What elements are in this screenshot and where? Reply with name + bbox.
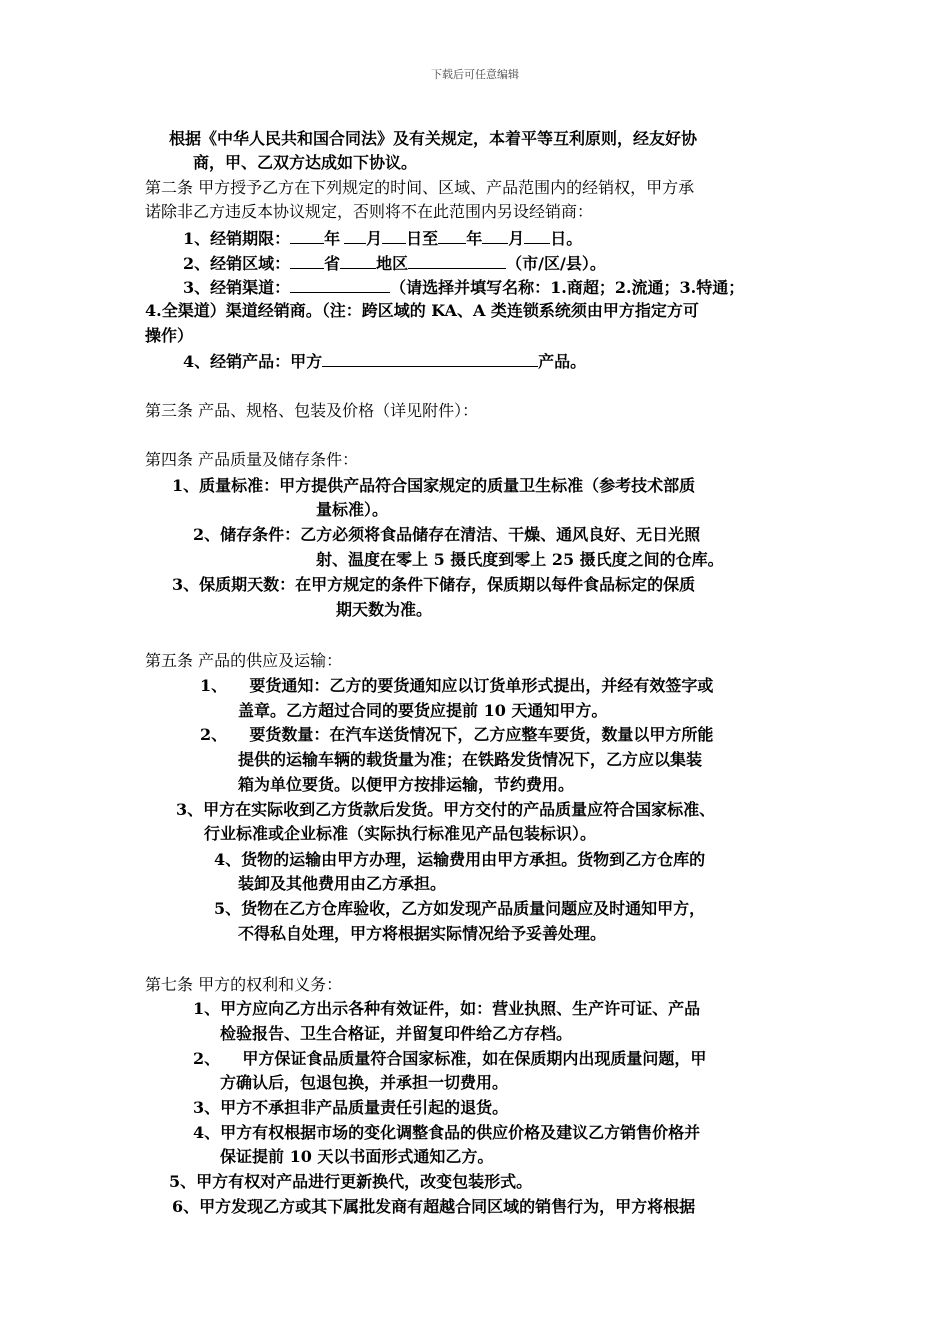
delivery-line-1: 3、甲方在实际收到乙方货款后发货。甲方交付的产品质量应符合国家标准、 — [176, 800, 716, 819]
channel-line-2: 4.全渠道）渠道经销商。（注：跨区域的 KA、A 类连锁系统须由甲方指定方可 — [145, 301, 699, 320]
rights-5-line: 5、甲方有权对产品进行更新换代，改变包装形式。 — [169, 1172, 533, 1191]
rights-2-line-1: 2、 甲方保证食品质量符合国家标准，如在保质期内出现质量问题，甲 — [193, 1049, 707, 1068]
order-notice-line-1: 1、 要货通知：乙方的要货通知应以订货单形式提出，并经有效签字或 — [200, 676, 714, 695]
blank-product[interactable] — [322, 351, 538, 367]
blank-channel[interactable] — [290, 277, 390, 293]
quality-line-2: 量标准）。 — [316, 500, 389, 519]
region-line: 2、经销区域： 省 地区 （市/区/县）。 — [183, 254, 606, 273]
blank-province[interactable] — [290, 253, 324, 269]
article-4-heading: 第四条 产品质量及储存条件： — [145, 450, 359, 469]
rights-2-line-2: 方确认后，包退包换，并承担一切费用。 — [220, 1073, 509, 1092]
blank-city[interactable] — [408, 253, 506, 269]
blank-year-end[interactable] — [438, 228, 466, 244]
shelf-life-line-1: 3、保质期天数：在甲方规定的条件下储存，保质期以每件食品标定的保质 — [172, 575, 696, 594]
article-5-heading: 第五条 产品的供应及运输： — [145, 651, 343, 670]
intro-line-2: 商，甲、乙双方达成如下协议。 — [193, 153, 418, 172]
rights-6-line: 6、甲方发现乙方或其下属批发商有超越合同区域的销售行为，甲方将根据 — [172, 1197, 696, 1216]
order-qty-line-2: 提供的运输车辆的载货量为准；在铁路发货情况下，乙方应以集装 — [238, 750, 703, 769]
article-3-heading: 第三条 产品、规格、包装及价格（详见附件）： — [145, 401, 479, 420]
transport-line-1: 4、货物的运输由甲方办理，运输费用由甲方承担。货物到乙方仓库的 — [214, 850, 706, 869]
intro-line-1: 根据《中华人民共和国合同法》及有关规定，本着平等互利原则，经友好协 — [169, 129, 698, 148]
transport-line-2: 装卸及其他费用由乙方承担。 — [238, 874, 447, 893]
product-line: 4、经销产品：甲方 产品。 — [183, 352, 587, 371]
blank-month-start[interactable] — [344, 228, 366, 244]
article-2-line-2: 诺除非乙方违反本协议规定，否则将不在此范围内另设经销商： — [145, 202, 594, 221]
inspection-line-2: 不得私自处理，甲方将根据实际情况给予妥善处理。 — [238, 924, 607, 943]
page-header: 下载后可任意编辑 — [431, 68, 519, 81]
channel-line-3: 操作） — [145, 326, 194, 345]
blank-district[interactable] — [340, 253, 376, 269]
rights-4-line-2: 保证提前 10 天以书面形式通知乙方。 — [220, 1147, 494, 1166]
delivery-line-2: 行业标准或企业标准（实际执行标准见产品包装标识）。 — [204, 824, 597, 843]
storage-line-1: 2、储存条件：乙方必须将食品储存在清洁、干燥、通风良好、无日光照 — [193, 525, 701, 544]
rights-1-line-1: 1、甲方应向乙方出示各种有效证件，如：营业执照、生产许可证、产品 — [193, 999, 701, 1018]
rights-3-line: 3、甲方不承担非产品质量责任引起的退货。 — [193, 1098, 509, 1117]
rights-4-line-1: 4、甲方有权根据市场的变化调整食品的供应价格及建议乙方销售价格并 — [193, 1123, 701, 1142]
order-notice-line-2: 盖章。乙方超过合同的要货应提前 10 天通知甲方。 — [238, 701, 608, 720]
term-line: 1、经销期限： 年 月 日至 年 月 日。 — [183, 229, 583, 248]
shelf-life-line-2: 期天数为准。 — [336, 600, 433, 619]
blank-day-start[interactable] — [382, 228, 406, 244]
quality-line-1: 1、质量标准：甲方提供产品符合国家规定的质量卫生标准（参考技术部质 — [172, 476, 696, 495]
channel-line: 3、经销渠道： （请选择并填写名称：1.商超；2.流通；3.特通； — [183, 278, 745, 297]
blank-year-start[interactable] — [290, 228, 324, 244]
storage-line-2: 射、温度在零上 5 摄氏度到零上 25 摄氏度之间的仓库。 — [316, 550, 724, 569]
blank-month-end[interactable] — [482, 228, 508, 244]
blank-day-end[interactable] — [524, 228, 550, 244]
article-2-line-1: 第二条 甲方授予乙方在下列规定的时间、区域、产品范围内的经销权，甲方承 — [145, 178, 695, 197]
inspection-line-1: 5、货物在乙方仓库验收，乙方如发现产品质量问题应及时通知甲方， — [214, 899, 706, 918]
order-qty-line-1: 2、 要货数量：在汽车送货情况下，乙方应整车要货，数量以甲方所能 — [200, 725, 714, 744]
order-qty-line-3: 箱为单位要货。以便甲方按排运输，节约费用。 — [238, 775, 575, 794]
article-7-heading: 第七条 甲方的权利和义务： — [145, 975, 343, 994]
rights-1-line-2: 检验报告、卫生合格证，并留复印件给乙方存档。 — [220, 1024, 573, 1043]
